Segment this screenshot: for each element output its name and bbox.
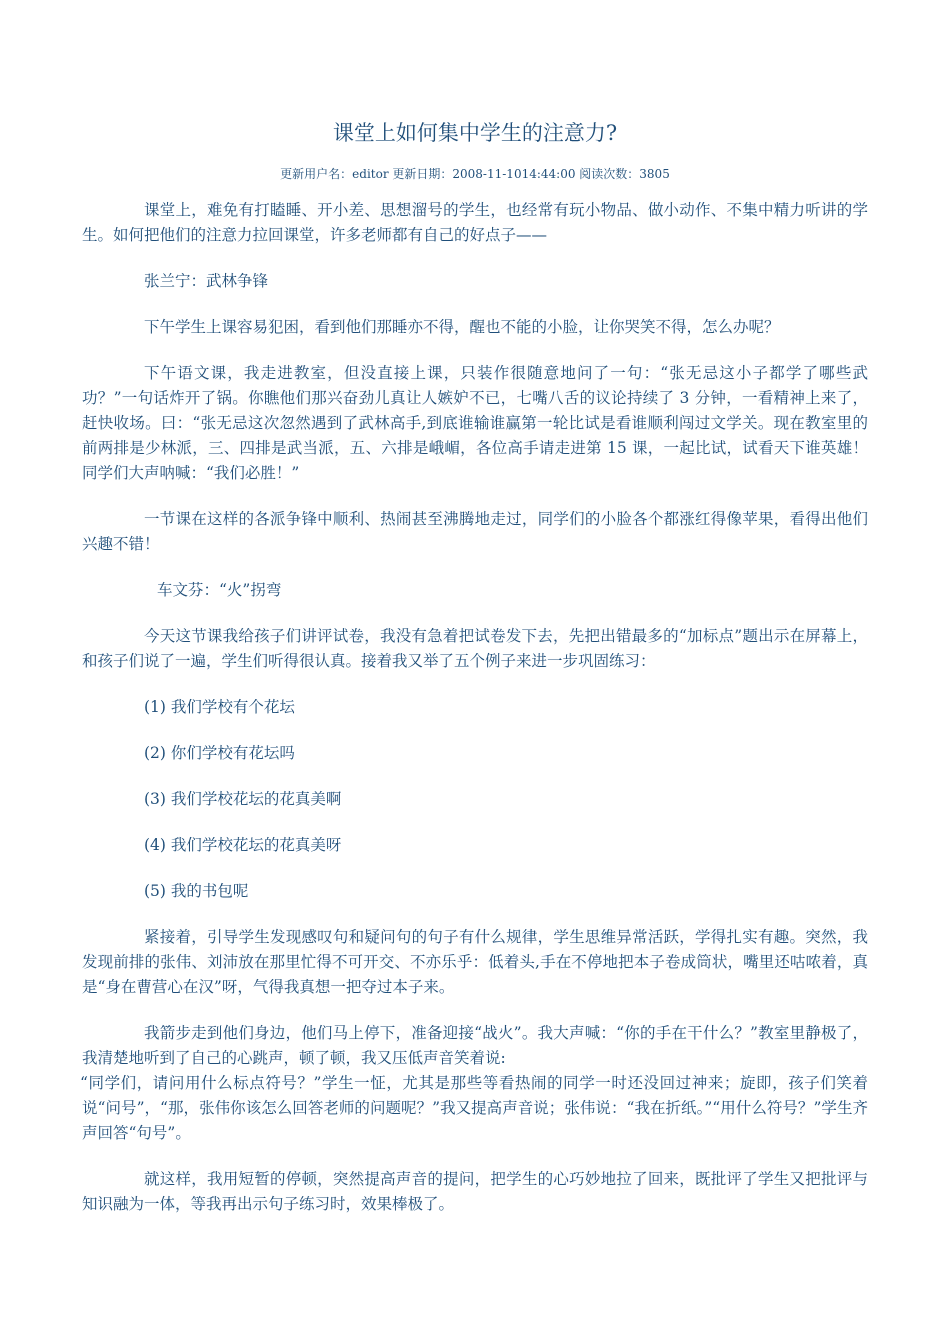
list-item: (4) 我们学校花坛的花真美呀 xyxy=(144,836,342,854)
list-item: (2) 你们学校有花坛吗 xyxy=(144,744,295,762)
document-page xyxy=(82,118,868,1238)
paragraph: 下午学生上课容易犯困，看到他们那睡亦不得，醒也不能的小脸，让你哭笑不得，怎么办呢？ xyxy=(144,318,780,336)
paragraph: 我箭步走到他们身边，他们马上停下，准备迎接“战火”。我大声喊：“你的手在干什么？”教室里静极了，我清楚地听到了自己的心跳声，顿了顿，我又压低声音笑着说: xyxy=(82,1024,868,1067)
paragraph: 下午语文课，我走进教室，但没直接上课，只装作很随意地问了一句：“张无忌这小子都学了哪些武功？”一句话炸开了锅。你瞧他们那兴奋劲儿真让人嫉妒不已，七嘴八舌的议论持续了 3 分钟，一看精神上来了，赶快收场。曰：“张无忌这次忽然遇到了武林高手,到底谁输谁赢第一轮比试是看谁顺利闯过文学关。现在教室里的前两排是少林派，三、四排是武当派，五、六排是峨嵋，各位高手请走进第 15 课，一起比试，试看天下谁英雄！同学们大声呐喊：“我们必胜！” xyxy=(82,364,868,482)
section-heading-2: 车文芬：“火”拐弯 xyxy=(157,581,282,599)
document-title: 课堂上如何集中学生的注意力? xyxy=(332,121,618,145)
paragraph: 今天这节课我给孩子们讲评试卷，我没有急着把试卷发下去，先把出错最多的“加标点”题出示在屏幕上，和孩子们说了一遍，学生们听得很认真。接着我又举了五个例子来进一步巩固练习： xyxy=(82,627,868,670)
list-item: (1) 我们学校有个花坛 xyxy=(144,698,295,716)
paragraph: 紧接着，引导学生发现感叹句和疑问句的句子有什么规律，学生思维异常活跃，学得扎实有趣。突然，我发现前排的张伟、刘沛放在那里忙得不可开交、不亦乐乎：低着头,手在不停地把本子卷成筒状，嘴里还咕哝着，真是“身在曹营心在汉”呀，气得我真想一把夺过本子来。 xyxy=(82,928,868,996)
document-body xyxy=(82,198,868,1217)
section-heading-1: 张兰宁：武林争锋 xyxy=(144,272,269,290)
list-item: (3) 我们学校花坛的花真美啊 xyxy=(144,790,342,808)
paragraph-intro: 课堂上，难免有打瞌睡、开小差、思想溜号的学生，也经常有玩小物品、做小动作、不集中精力听讲的学生。如何把他们的注意力拉回课堂，许多老师都有自己的好点子—— xyxy=(82,201,868,244)
paragraph: 一节课在这样的各派争锋中顺利、热闹甚至沸腾地走过，同学们的小脸各个都涨红得像苹果，看得出他们兴趣不错！ xyxy=(82,510,868,553)
paragraph: “同学们，请问用什么标点符号？”学生一怔，尤其是那些等看热闹的同学一时还没回过神来；旋即，孩子们笑着说“问号”，“那，张伟你该怎么回答老师的问题呢？”我又提高声音说；张伟说：“我在折纸。”“用什么符号？”学生齐声回答“句号”。 xyxy=(80,1074,868,1142)
paragraph: 就这样，我用短暂的停顿，突然提高声音的提问，把学生的心巧妙地拉了回来，既批评了学生又把批评与知识融为一体，等我再出示句子练习时，效果棒极了。 xyxy=(82,1170,868,1213)
document-meta: 更新用户名：editor 更新日期：2008-11-1014:44:00 阅读次数：3805 xyxy=(280,167,670,181)
list-item: (5) 我的书包呢 xyxy=(144,882,249,900)
